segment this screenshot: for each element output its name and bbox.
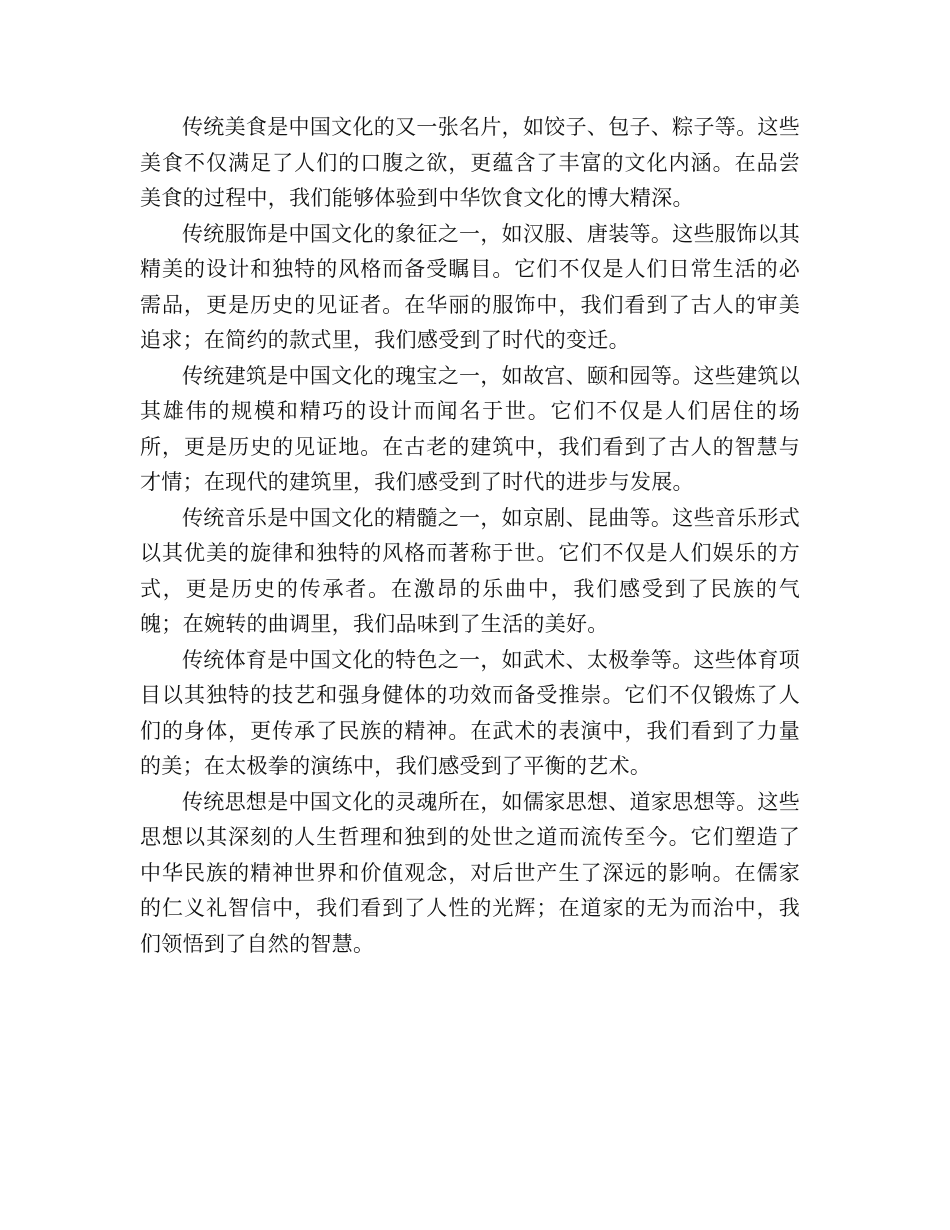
paragraph-clothing: 传统服饰是中国文化的象征之一，如汉服、唐装等。这些服饰以其精美的设计和独特的风格而备受瞩目。它们不仅是人们日常生活的必需品，更是历史的见证者。在华丽的服饰中，我们看到了古人的审美追求；在简约的款式里，我们感受到了时代的变迁。 xyxy=(140,221,800,352)
document-body xyxy=(140,110,800,962)
paragraph-architecture: 传统建筑是中国文化的瑰宝之一，如故宫、颐和园等。这些建筑以其雄伟的规模和精巧的设计而闻名于世。它们不仅是人们居住的场所，更是历史的见证地。在古老的建筑中，我们看到了古人的智慧与才情；在现代的建筑里，我们感受到了时代的进步与发展。 xyxy=(140,363,800,494)
paragraph-music: 传统音乐是中国文化的精髓之一，如京剧、昆曲等。这些音乐形式以其优美的旋律和独特的风格而著称于世。它们不仅是人们娱乐的方式，更是历史的传承者。在激昂的乐曲中，我们感受到了民族的气魄；在婉转的曲调里，我们品味到了生活的美好。 xyxy=(140,505,800,636)
paragraph-sports: 传统体育是中国文化的特色之一，如武术、太极拳等。这些体育项目以其独特的技艺和强身健体的功效而备受推崇。它们不仅锻炼了人们的身体，更传承了民族的精神。在武术的表演中，我们看到了力量的美；在太极拳的演练中，我们感受到了平衡的艺术。 xyxy=(140,647,800,778)
paragraph-food: 传统美食是中国文化的又一张名片，如饺子、包子、粽子等。这些美食不仅满足了人们的口腹之欲，更蕴含了丰富的文化内涵。在品尝美食的过程中，我们能够体验到中华饮食文化的博大精深。 xyxy=(140,115,800,210)
paragraph-thought: 传统思想是中国文化的灵魂所在，如儒家思想、道家思想等。这些思想以其深刻的人生哲理和独到的处世之道而流传至今。它们塑造了中华民族的精神世界和价值观念，对后世产生了深远的影响。在儒家的仁义礼智信中，我们看到了人性的光辉；在道家的无为而治中，我们领悟到了自然的智慧。 xyxy=(140,789,800,956)
